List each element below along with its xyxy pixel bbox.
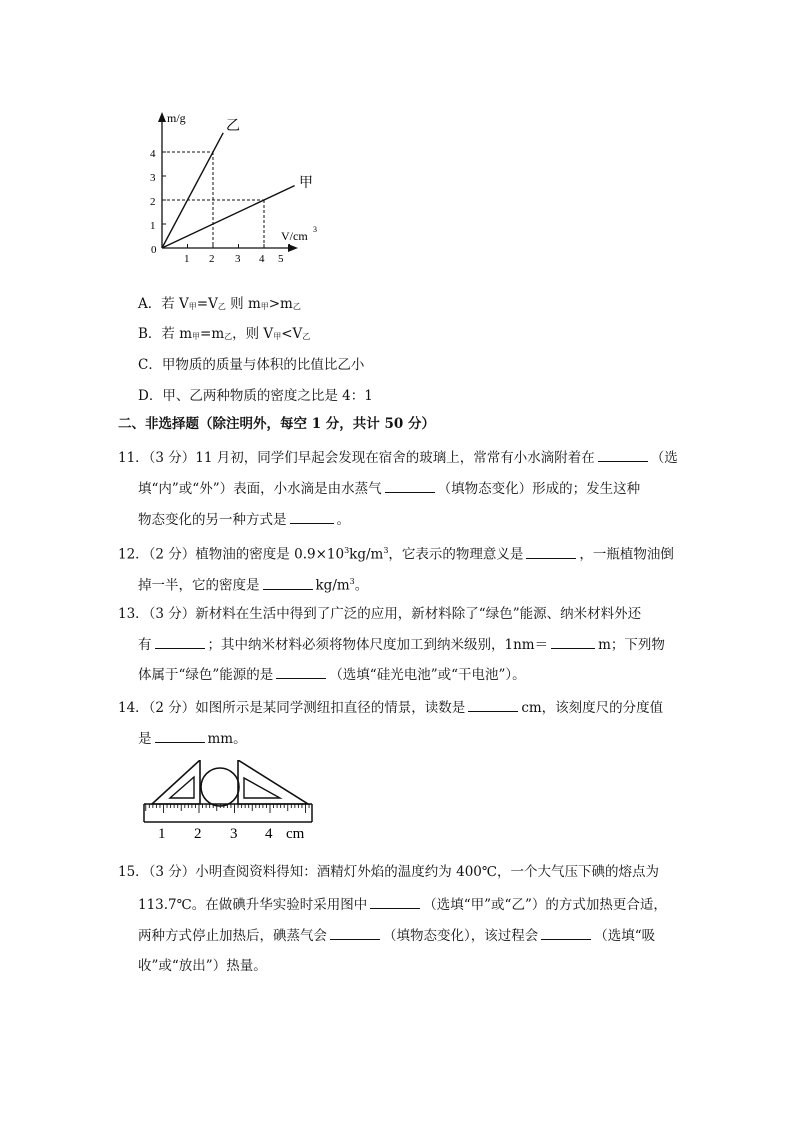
q11-line-3: 物态变化的另一种方式是 。 [138, 509, 350, 530]
q14-blank-2[interactable] [155, 728, 205, 743]
mass-volume-graph [140, 108, 340, 268]
q11-blank-2[interactable] [385, 478, 435, 493]
q15-line-2: 113.7℃。在做碘升华实验时采用图中 （选填“甲”或“乙”）的方式加热更合适， [138, 894, 667, 915]
q13-blank-2[interactable] [551, 634, 595, 649]
q15-blank-2[interactable] [330, 925, 380, 940]
q14-line-2: 是 mm。 [138, 728, 247, 749]
ruler-label-4: 4 [265, 826, 273, 842]
x-tick-4: 4 [259, 253, 265, 265]
q15-line-3: 两种方式停止加热后，碘蒸气会 （填物态变化），该过程会 （选填“吸 [138, 925, 655, 946]
q12-blank-1[interactable] [526, 544, 576, 559]
line-label-yi: 乙 [226, 119, 240, 134]
option-a: A．若 V甲=V乙 则 m甲>m乙 [138, 296, 301, 312]
y-tick-0: 0 [151, 244, 157, 256]
q13-blank-3[interactable] [276, 664, 326, 679]
y-axis-arrow [158, 112, 166, 122]
q12-blank-2[interactable] [263, 575, 313, 590]
q13-line-2: 有 ；其中纳米材料必须将物体尺度加工到纳米级别，1nm＝ m；下列物 [138, 634, 665, 655]
left-set-square-inner [170, 777, 194, 798]
button-circle [201, 768, 239, 806]
y-tick-4: 4 [150, 148, 156, 160]
x-tick-2: 2 [209, 253, 215, 265]
x-axis-label-sup: 3 [313, 225, 317, 234]
y-tick-3: 3 [150, 172, 156, 184]
series-line-yi [162, 133, 223, 248]
q11-line-2: 填“内”或“外”）表面，小水滴是由水蒸气 （填物态变化）形成的；发生这种 [138, 478, 640, 499]
section-2-heading: 二、非选择题（除注明外，每空 1 分，共计 50 分） [118, 416, 435, 432]
q15-blank-1[interactable] [370, 894, 420, 909]
line-label-jia: 甲 [299, 176, 313, 191]
option-d: D．甲、乙两种物质的密度之比是 4：1 [138, 388, 373, 404]
x-tick-1: 1 [184, 253, 190, 265]
x-axis-label: V/cm [281, 229, 308, 243]
q14-blank-1[interactable] [468, 697, 518, 712]
ruler-button-figure [140, 760, 320, 844]
y-tick-2: 2 [150, 196, 156, 208]
q11-blank-3[interactable] [290, 509, 334, 524]
q15-blank-3[interactable] [541, 925, 591, 940]
ruler-label-cm: cm [286, 826, 305, 842]
y-axis-label: m/g [167, 111, 186, 125]
q14-line-1: 14．（2 分）如图所示是某同学测纽扣直径的情景，读数是 cm，该刻度尺的分度值 [118, 697, 663, 718]
x-tick-3: 3 [235, 253, 241, 265]
series-line-jia [162, 186, 295, 248]
q12-line-1: 12．（2 分）植物油的密度是 $0.9\times 10^3kg/m^3$，它表示的物理意义是 ，一瓶植物油倒 [118, 541, 674, 565]
option-b: B．若 m甲=m乙，则 V甲<V乙 [138, 326, 311, 342]
q13-line-1: 13．（3 分）新材料在生活中得到了广泛的应用，新材料除了“绿色”能源、纳米材料外还 [118, 606, 642, 622]
y-tick-1: 1 [150, 220, 156, 232]
ruler-label-2: 2 [194, 826, 202, 842]
ruler-label-3: 3 [230, 826, 238, 842]
q15-line-4: 收”或“放出”）热量。 [138, 958, 267, 974]
x-tick-5: 5 [278, 253, 284, 265]
q13-line-3: 体属于“绿色”能源的是 （选填“硅光电池”或“干电池”）。 [138, 664, 526, 685]
q11-line-1: 11．（3 分）11 月初，同学们早起会发现在宿舍的玻璃上，常常有小水滴附着在 （选 [118, 447, 678, 468]
right-set-square-inner [244, 778, 280, 798]
q12-line-2: 掉一半，它的密度是 $kg/m^3$。 [138, 572, 368, 596]
option-c: C．甲物质的质量与体积的比值比乙小 [138, 357, 365, 373]
q13-blank-1[interactable] [155, 634, 205, 649]
q11-blank-1[interactable] [598, 447, 648, 462]
ruler-label-1: 1 [158, 826, 166, 842]
q15-line-1: 15．（3 分）小明查阅资料得知：酒精灯外焰的温度约为 400℃，一个大气压下碘的熔点为 [118, 864, 659, 880]
